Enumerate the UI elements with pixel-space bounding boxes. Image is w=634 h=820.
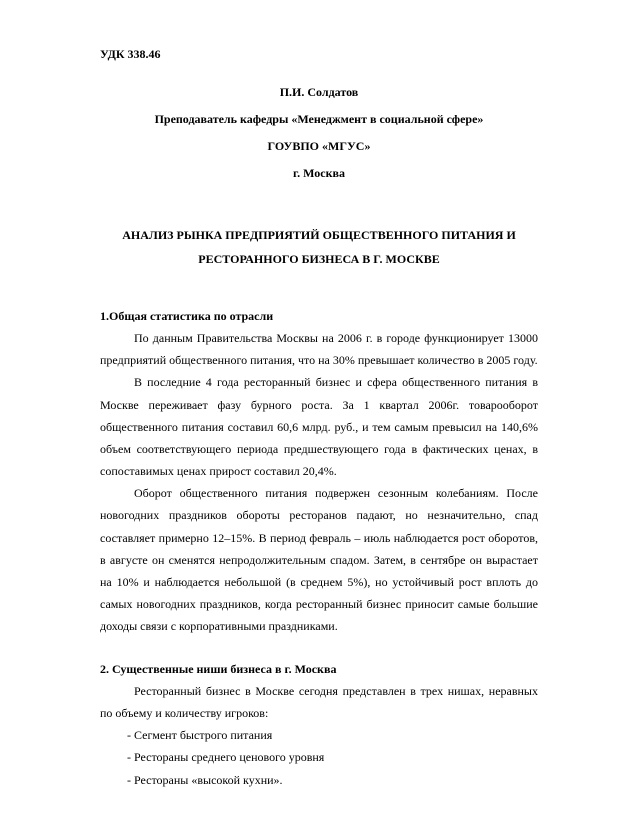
section-1-heading: 1.Общая статистика по отрасли [100, 308, 274, 323]
section-1-paragraph-3: Оборот общественного питания подвержен сезонным колебаниям. После новогодних праздников обороты ресторанов падают, но незначительно, спад составляет примерно 12–15%. В период февраль – июль наблюдается рост оборотов, в августе он сменятся непродолжительным спадом. Затем, в сентябре он вырастает на 10% и наблюдается небольшой (в среднем 5%), но устойчивый рост вплоть до самых новогодних праздников, когда ресторанный бизнес приносит самые большие доходы связи с корпоративными праздниками. [100, 486, 538, 634]
document-title-line-2: РЕСТОРАННОГО БИЗНЕСА В Г. МОСКВЕ [198, 251, 440, 266]
section-1-paragraph-2: В последние 4 года ресторанный бизнес и сфера общественного питания в Москве переживает фазу бурного роста. За 1 квартал 2006г. товарооборот общественного питания составил 60,6 млрд. руб., и тем самым превысил на 140,6% объем соответствующего периода предшествующего года в фактических ценах, в сопоставимых ценах прирост составил 20,4%. [100, 375, 538, 479]
list-item-fast-food: - Сегмент быстрого питания [127, 728, 273, 743]
section-industry-statistics [100, 305, 538, 638]
list-item-mid-price: - Рестораны среднего ценового уровня [127, 750, 325, 765]
author-city: г. Москва [293, 165, 345, 180]
document-title-line-1: АНАЛИЗ РЫНКА ПРЕДПРИЯТИЙ ОБЩЕСТВЕННОГО ПИТАНИЯ И [122, 227, 516, 242]
list-item-haute-cuisine: - Рестораны «высокой кухни». [127, 772, 283, 787]
author-name: П.И. Солдатов [279, 84, 359, 99]
udc-code: УДК 338.46 [100, 47, 161, 61]
document-title [100, 223, 538, 271]
section-1-paragraph-1: По данным Правительства Москвы на 2006 г. в городе функционирует 13000 предприятий общественного питания, что на 30% превышает количество в 2005 году. [100, 330, 538, 368]
section-business-niches [100, 658, 538, 791]
section-2-heading: 2. Существенные ниши бизнеса в г. Москва [100, 661, 337, 676]
section-2-paragraph-1: Ресторанный бизнес в Москве сегодня представлен в трех нишах, неравных по объему и количеству игроков: [100, 683, 538, 720]
author-institution: ГОУВПО «МГУС» [267, 138, 371, 153]
author-block [100, 79, 538, 187]
author-position: Преподаватель кафедры «Менеджмент в социальной сфере» [154, 111, 484, 126]
